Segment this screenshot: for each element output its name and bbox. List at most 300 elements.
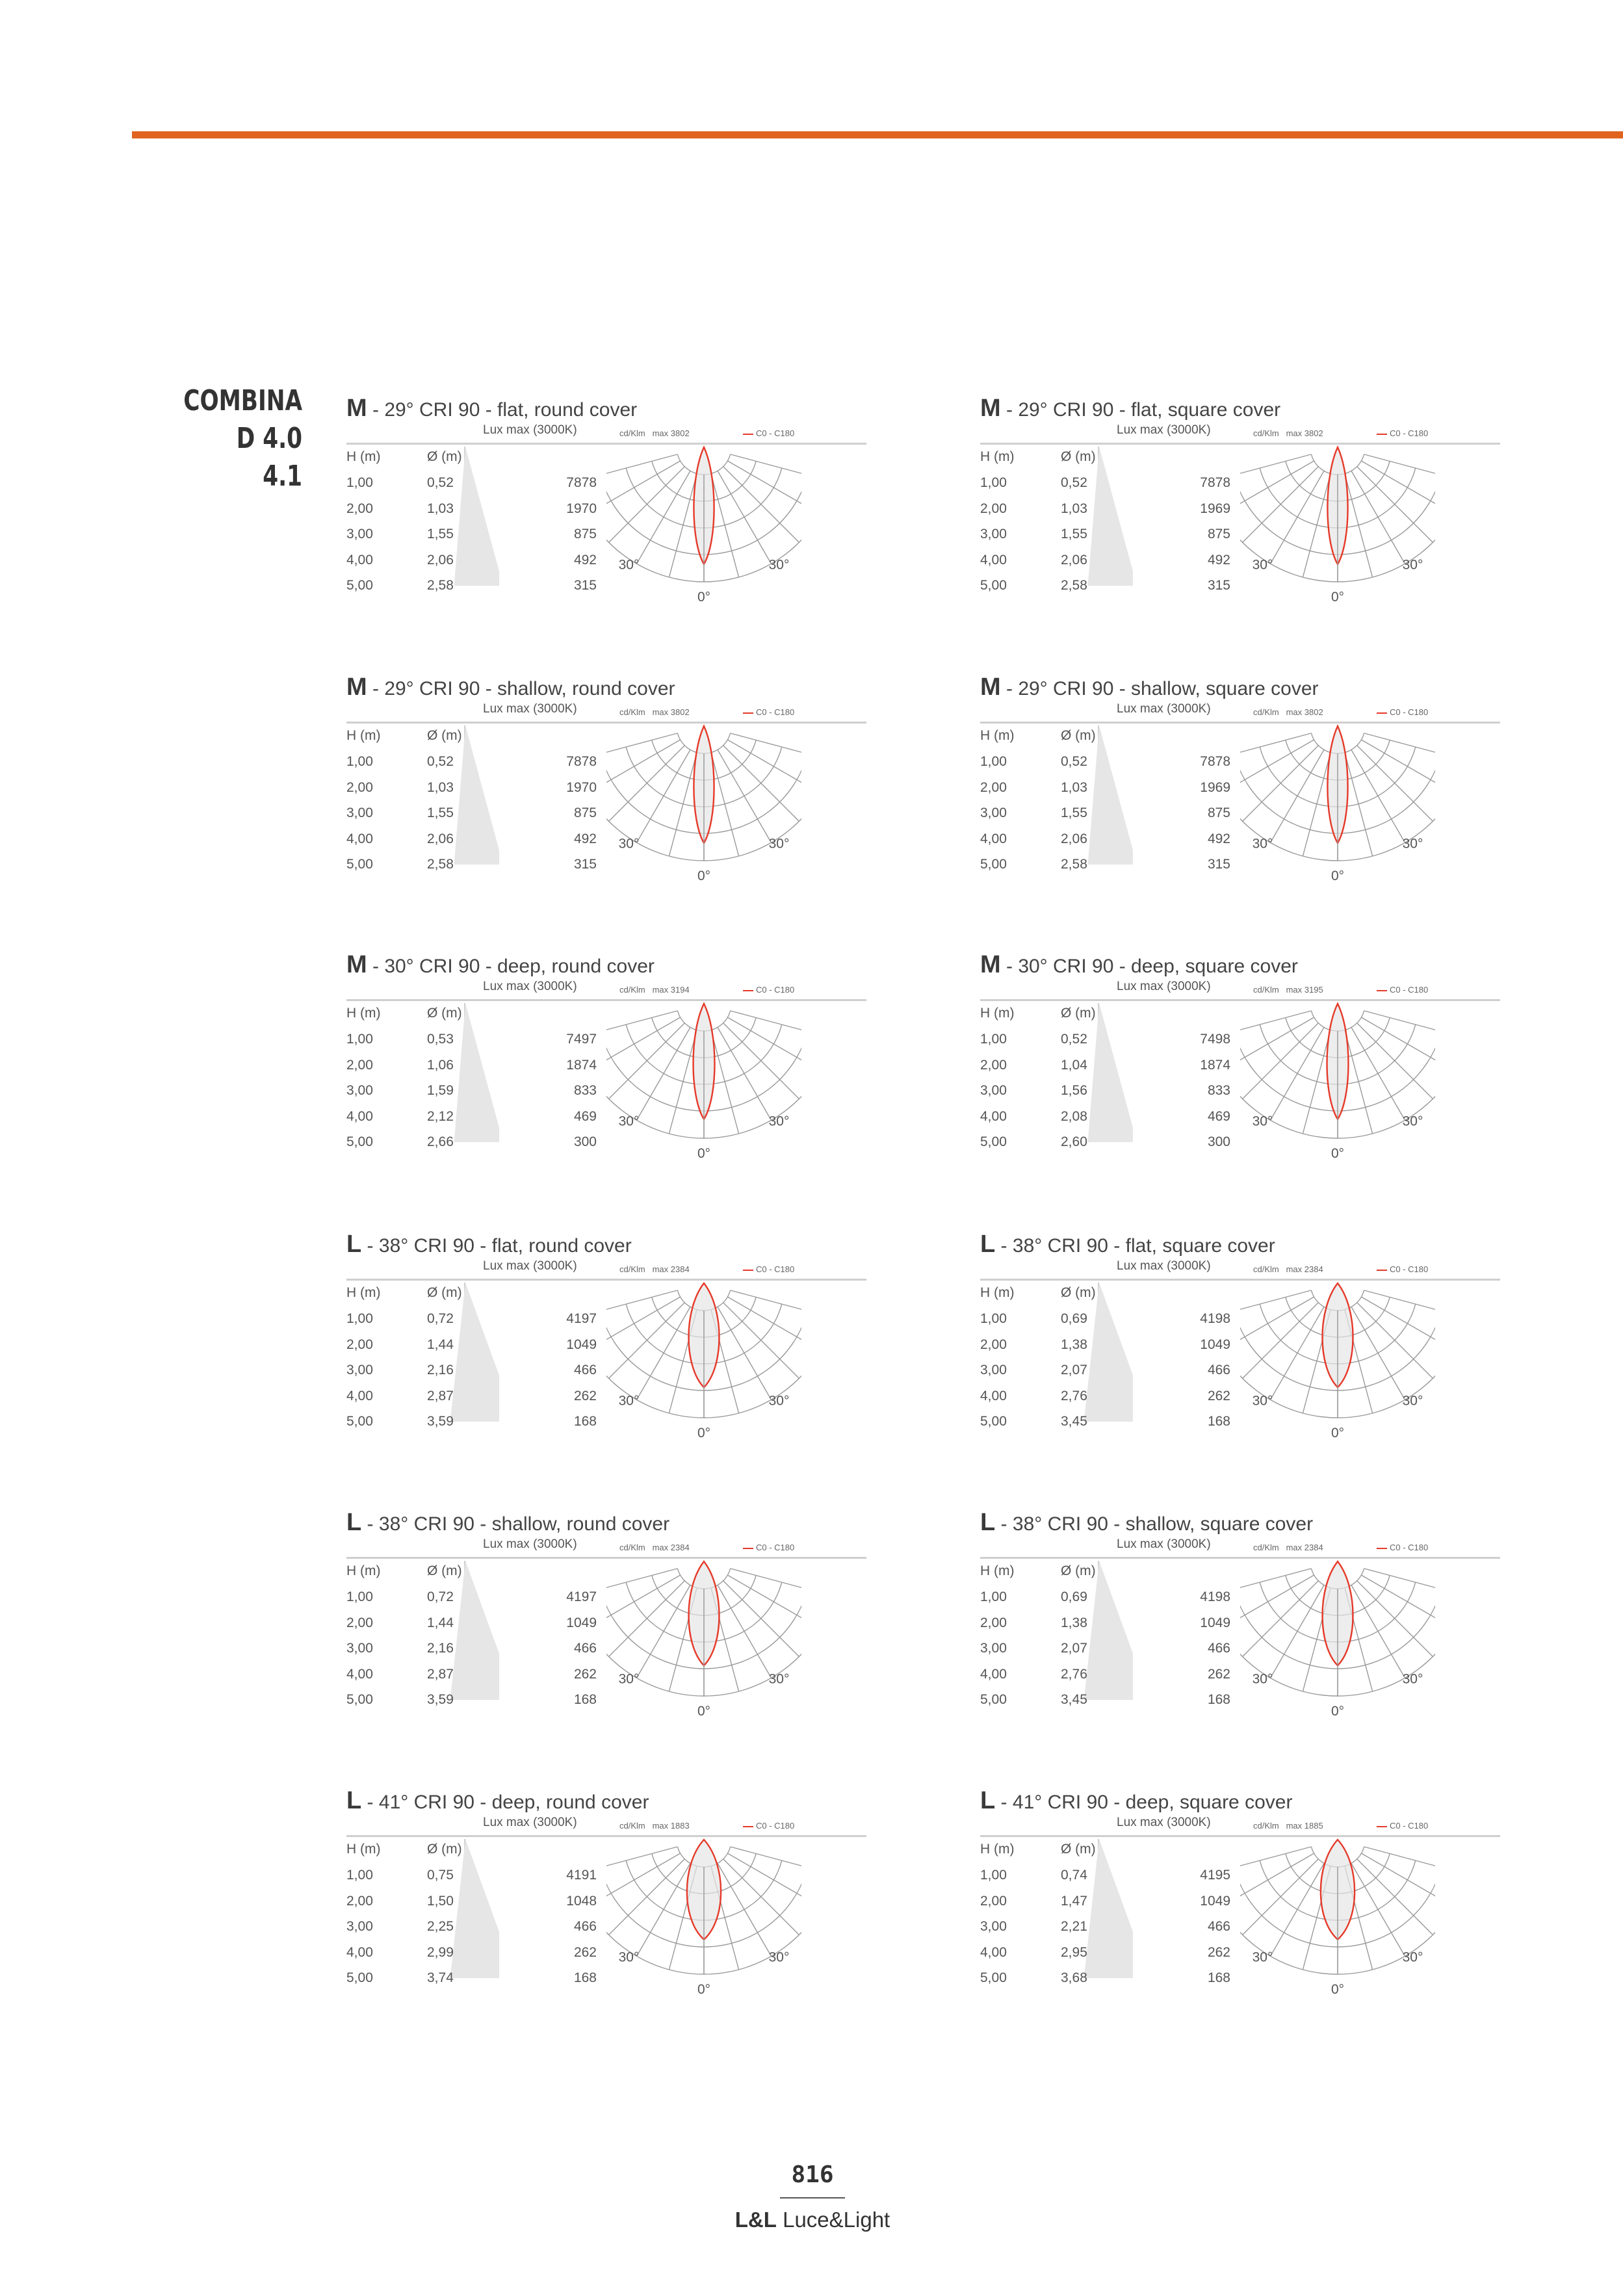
block-subtitle: - 29° CRI 90 - shallow, round cover: [367, 678, 675, 699]
cell-diameter: 2,25: [427, 1919, 454, 1934]
polar-grid-ray: [1243, 1303, 1319, 1379]
cell-height: 3,00: [980, 805, 1007, 820]
cell-height: 3,00: [346, 805, 373, 820]
cell-diameter: 3,45: [1061, 1692, 1087, 1707]
polar-label-right: 30°: [1402, 836, 1423, 852]
curve-legend: [743, 1264, 794, 1274]
table-row: [346, 805, 606, 831]
table-row: [980, 501, 1240, 527]
max-cdklm: max 2384: [652, 1264, 690, 1274]
cell-diameter: 2,60: [1061, 1134, 1087, 1149]
cell-height: 1,00: [346, 475, 373, 490]
table-header-row: [980, 728, 1240, 754]
cell-height: 5,00: [980, 1414, 1007, 1429]
product-title-line2: 4.1: [263, 460, 302, 493]
table-row: [980, 1667, 1240, 1693]
curve-legend-label: C0 - C180: [1390, 707, 1429, 717]
polar-grid-ray: [711, 753, 739, 856]
polar-label-left: 30°: [1252, 557, 1273, 573]
photometric-block: [346, 1787, 866, 2034]
polar-grid-ray: [1271, 1585, 1325, 1678]
col-height-header: H (m): [346, 449, 381, 464]
polar-grid-ray: [637, 750, 691, 842]
polar-label-left: 30°: [1252, 836, 1273, 852]
lux-max-header: Lux max (3000K): [1117, 423, 1211, 437]
cd-klm-label: [619, 1821, 690, 1831]
cell-lux: 262: [1207, 1389, 1230, 1403]
table-row: [346, 1134, 606, 1160]
polar-grid-ray: [637, 471, 691, 564]
block-subtitle: - 41° CRI 90 - deep, square cover: [995, 1792, 1293, 1813]
block-subtitle: - 38° CRI 90 - flat, round cover: [361, 1235, 632, 1257]
polar-diagram: [1240, 1280, 1435, 1442]
cell-lux: 466: [1207, 1641, 1230, 1656]
polar-grid-ray: [609, 1023, 685, 1099]
model-letter: L: [980, 1509, 996, 1536]
cdklm-unit: cd/Klm: [619, 428, 645, 438]
cell-diameter: 2,99: [427, 1945, 454, 1960]
col-diameter-header: Ø (m): [427, 1006, 462, 1021]
table-row: [980, 1692, 1240, 1718]
table-row: [346, 1692, 606, 1718]
polar-diagram: [1240, 1836, 1435, 1999]
cell-height: 3,00: [980, 1919, 1007, 1934]
cd-klm-label: [1253, 1543, 1323, 1552]
polar-grid-ray: [1351, 1027, 1405, 1120]
polar-grid-ray: [1351, 471, 1405, 564]
table-row: [346, 1389, 606, 1415]
cell-diameter: 2,76: [1061, 1389, 1087, 1403]
lux-max-header: Lux max (3000K): [483, 980, 577, 993]
model-letter: M: [980, 395, 1001, 422]
polar-grid-ray: [711, 474, 739, 577]
table-row: [980, 1032, 1240, 1058]
polar-diagram: [1240, 444, 1435, 607]
cell-height: 5,00: [346, 1134, 373, 1149]
polar-grid-ray: [637, 1027, 691, 1120]
cell-height: 3,00: [346, 527, 373, 541]
cell-lux: 1874: [1200, 1058, 1230, 1073]
curve-legend: [1377, 707, 1428, 717]
photometric-block: [346, 673, 866, 920]
table-row: [346, 527, 606, 553]
lux-max-header: Lux max (3000K): [483, 1816, 577, 1829]
cell-height: 5,00: [980, 857, 1007, 872]
polar-label-bottom: 0°: [697, 1704, 711, 1719]
curve-legend-swatch: [743, 712, 753, 714]
polar-diagram-wrap: [606, 1836, 801, 2002]
polar-grid-ray: [1243, 1581, 1319, 1657]
table-row: [346, 1109, 606, 1135]
cell-lux: 1049: [566, 1615, 597, 1630]
cell-height: 3,00: [980, 1641, 1007, 1656]
block-subtitle: - 29° CRI 90 - flat, round cover: [367, 399, 638, 421]
table-row: [980, 1109, 1240, 1135]
cell-lux: 492: [1207, 831, 1230, 846]
cell-height: 1,00: [980, 754, 1007, 769]
cell-lux: 492: [1207, 553, 1230, 567]
photometric-block: [980, 951, 1500, 1198]
max-cdklm: max 2384: [1286, 1543, 1323, 1552]
max-cdklm: max 1883: [652, 1821, 690, 1831]
block-title: [346, 395, 637, 423]
lux-max-header: Lux max (3000K): [1117, 980, 1211, 993]
polar-grid-ray: [669, 474, 697, 577]
cell-height: 2,00: [980, 1894, 1007, 1909]
table-row: [346, 1083, 606, 1109]
cdklm-unit: cd/Klm: [1253, 985, 1279, 995]
col-diameter-header: Ø (m): [427, 1563, 462, 1578]
table-row: [346, 1919, 606, 1945]
table-row: [346, 754, 606, 780]
polar-label-left: 30°: [618, 1114, 640, 1129]
cell-height: 1,00: [346, 1868, 373, 1883]
polar-grid-ray: [637, 1863, 691, 1956]
polar-grid-ray: [1243, 467, 1319, 543]
table-row: [980, 475, 1240, 501]
cell-diameter: 0,52: [427, 754, 454, 769]
cell-lux: 833: [1207, 1083, 1230, 1098]
cell-diameter: 1,44: [427, 1615, 454, 1630]
cell-lux: 262: [573, 1667, 597, 1682]
table-row: [346, 1032, 606, 1058]
cell-lux: 7878: [566, 475, 597, 490]
polar-grid-ray: [1271, 1863, 1325, 1956]
block-subtitle: - 29° CRI 90 - shallow, square cover: [1000, 678, 1319, 699]
cdklm-unit: cd/Klm: [619, 1543, 645, 1552]
block-title: [980, 1509, 1313, 1537]
polar-grid-ray: [1271, 750, 1325, 842]
cell-diameter: 3,68: [1061, 1970, 1087, 1985]
cell-diameter: 2,06: [427, 553, 454, 567]
polar-grid-ray: [723, 746, 799, 822]
polar-grid-ray: [718, 1585, 772, 1678]
curve-legend: [1377, 985, 1428, 995]
polar-grid-ray: [609, 1581, 685, 1657]
polar-grid-ray: [1271, 1307, 1325, 1400]
curve-legend-label: C0 - C180: [756, 1264, 795, 1274]
table-row: [980, 857, 1240, 883]
table-row: [980, 1919, 1240, 1945]
model-letter: M: [346, 395, 367, 422]
polar-grid-ray: [669, 753, 697, 856]
table-row: [980, 578, 1240, 604]
cell-lux: 492: [573, 553, 597, 567]
table-row: [346, 1311, 606, 1337]
cell-lux: 262: [1207, 1945, 1230, 1960]
polar-label-bottom: 0°: [1331, 1146, 1345, 1161]
table-row: [980, 1389, 1240, 1415]
table-row: [980, 1589, 1240, 1615]
cell-lux: 492: [573, 831, 597, 846]
model-letter: L: [346, 1509, 362, 1536]
table-header-row: [980, 1006, 1240, 1032]
cell-diameter: 2,16: [427, 1363, 454, 1377]
col-height-header: H (m): [980, 1563, 1015, 1578]
cell-height: 5,00: [980, 1692, 1007, 1707]
cell-lux: 875: [1207, 527, 1230, 541]
cell-height: 3,00: [346, 1641, 373, 1656]
curve-legend: [743, 1821, 794, 1831]
cell-lux: 466: [1207, 1919, 1230, 1934]
cell-lux: 168: [573, 1414, 597, 1429]
cell-lux: 315: [573, 857, 597, 872]
table-row: [346, 1945, 606, 1971]
cd-klm-label: [619, 985, 690, 995]
cell-diameter: 3,45: [1061, 1414, 1087, 1429]
polar-label-left: 30°: [1252, 1950, 1273, 1965]
table-row: [346, 831, 606, 857]
table-row: [980, 1414, 1240, 1440]
cell-height: 5,00: [346, 1692, 373, 1707]
cd-klm-label: [1253, 985, 1323, 995]
cdklm-unit: cd/Klm: [1253, 1821, 1279, 1831]
block-title: [346, 673, 675, 701]
cell-height: 4,00: [980, 1389, 1007, 1403]
cell-lux: 466: [1207, 1363, 1230, 1377]
polar-grid-ray: [637, 1307, 691, 1400]
polar-grid-ray: [718, 750, 772, 842]
max-cdklm: max 2384: [1286, 1264, 1323, 1274]
col-height-header: H (m): [346, 1842, 381, 1857]
col-height-header: H (m): [980, 1842, 1015, 1857]
cell-height: 2,00: [346, 501, 373, 516]
polar-diagram-wrap: [606, 723, 801, 889]
max-cdklm: max 3802: [652, 707, 690, 717]
curve-legend: [743, 985, 794, 995]
table-header-row: [346, 728, 606, 754]
polar-label-bottom: 0°: [1331, 1982, 1345, 1997]
polar-grid-ray: [1345, 474, 1373, 577]
polar-label-bottom: 0°: [697, 1982, 711, 1997]
cell-height: 2,00: [346, 1615, 373, 1630]
cell-diameter: 0,75: [427, 1868, 454, 1883]
cdklm-unit: cd/Klm: [619, 985, 645, 995]
polar-grid-ray: [723, 467, 799, 543]
cell-diameter: 1,38: [1061, 1615, 1087, 1630]
curve-legend-swatch: [1377, 1270, 1387, 1271]
curve-legend-label: C0 - C180: [756, 1543, 795, 1552]
cell-height: 1,00: [346, 754, 373, 769]
cell-height: 1,00: [980, 1032, 1007, 1047]
curve-legend-swatch: [1377, 1548, 1387, 1549]
lux-max-header: Lux max (3000K): [1117, 1537, 1211, 1551]
cdklm-unit: cd/Klm: [619, 1821, 645, 1831]
cell-lux: 466: [573, 1363, 597, 1377]
cell-lux: 466: [573, 1641, 597, 1656]
cell-height: 5,00: [346, 1970, 373, 1985]
product-title: [168, 382, 302, 495]
cell-diameter: 2,58: [1061, 857, 1087, 872]
curve-legend-swatch: [1377, 434, 1387, 435]
cell-diameter: 1,47: [1061, 1894, 1087, 1909]
max-cdklm: max 3802: [1286, 428, 1323, 438]
polar-grid-ray: [723, 1581, 799, 1657]
table-row: [980, 1641, 1240, 1667]
cell-diameter: 1,03: [427, 501, 454, 516]
polar-diagram-wrap: [1240, 1280, 1435, 1446]
polar-label-right: 30°: [768, 836, 790, 852]
cd-klm-label: [1253, 428, 1323, 438]
lux-max-header: Lux max (3000K): [483, 423, 577, 437]
polar-diagram-wrap: [606, 1280, 801, 1446]
polar-grid-ray: [1271, 1027, 1325, 1120]
cell-diameter: 2,76: [1061, 1667, 1087, 1682]
col-diameter-header: Ø (m): [1061, 1285, 1096, 1300]
photometric-block: [346, 1509, 866, 1756]
cell-lux: 1049: [1200, 1894, 1230, 1909]
photometric-block: [346, 395, 866, 642]
table-row: [980, 754, 1240, 780]
polar-grid-ray: [609, 746, 685, 822]
col-height-header: H (m): [346, 1285, 381, 1300]
cell-diameter: 2,16: [427, 1641, 454, 1656]
cell-lux: 4195: [1200, 1868, 1230, 1883]
curve-legend-label: C0 - C180: [756, 428, 795, 438]
cell-height: 4,00: [346, 1945, 373, 1960]
cell-height: 2,00: [346, 1894, 373, 1909]
cell-lux: 7498: [1200, 1032, 1230, 1047]
polar-grid-ray: [1357, 1581, 1433, 1657]
cell-diameter: 0,72: [427, 1589, 454, 1604]
cell-diameter: 0,52: [427, 475, 454, 490]
cell-lux: 1049: [1200, 1615, 1230, 1630]
col-diameter-header: Ø (m): [427, 449, 462, 464]
cell-lux: 4198: [1200, 1311, 1230, 1326]
polar-grid-ray: [718, 1863, 772, 1956]
table-row: [980, 1970, 1240, 1996]
polar-label-right: 30°: [1402, 1114, 1423, 1129]
col-height-header: H (m): [980, 728, 1015, 743]
top-accent-bar: [132, 131, 1623, 138]
block-title: [980, 1787, 1292, 1815]
cell-height: 2,00: [980, 1058, 1007, 1073]
polar-label-left: 30°: [618, 1393, 640, 1409]
cell-lux: 7497: [566, 1032, 597, 1047]
lux-max-header: Lux max (3000K): [1117, 1816, 1211, 1829]
cd-klm-label: [619, 707, 690, 717]
cell-diameter: 3,59: [427, 1692, 454, 1707]
photometric-block: [980, 395, 1500, 642]
table-row: [346, 857, 606, 883]
max-cdklm: max 3802: [652, 428, 690, 438]
cell-diameter: 1,03: [1061, 780, 1087, 795]
cell-lux: 262: [573, 1945, 597, 1960]
cell-diameter: 2,07: [1061, 1641, 1087, 1656]
polar-grid-ray: [718, 1027, 772, 1120]
table-header-row: [346, 1006, 606, 1032]
polar-grid-ray: [1345, 1030, 1373, 1134]
cell-diameter: 2,87: [427, 1389, 454, 1403]
photometric-block: [980, 1231, 1500, 1478]
cell-height: 4,00: [346, 553, 373, 567]
curve-legend-label: C0 - C180: [1390, 985, 1429, 995]
cell-lux: 1970: [566, 501, 597, 516]
cell-height: 1,00: [346, 1311, 373, 1326]
cell-diameter: 3,59: [427, 1414, 454, 1429]
cell-lux: 4198: [1200, 1589, 1230, 1604]
model-letter: M: [346, 673, 367, 701]
cell-height: 5,00: [980, 578, 1007, 593]
cell-lux: 1970: [566, 780, 597, 795]
polar-grid-ray: [1357, 1303, 1433, 1379]
table-row: [346, 1667, 606, 1693]
table-row: [980, 1134, 1240, 1160]
block-subtitle: - 29° CRI 90 - flat, square cover: [1000, 399, 1281, 421]
block-title: [346, 951, 655, 979]
polar-label-bottom: 0°: [697, 1426, 711, 1441]
cell-height: 2,00: [980, 1337, 1007, 1352]
cell-diameter: 1,04: [1061, 1058, 1087, 1073]
cell-height: 4,00: [980, 1667, 1007, 1682]
polar-grid-ray: [1243, 1023, 1319, 1099]
polar-label-bottom: 0°: [1331, 868, 1345, 883]
cell-height: 2,00: [980, 780, 1007, 795]
polar-label-bottom: 0°: [1331, 1426, 1345, 1441]
polar-diagram: [606, 1558, 801, 1721]
block-title: [980, 395, 1280, 423]
cell-lux: 262: [573, 1389, 597, 1403]
cell-diameter: 0,53: [427, 1032, 454, 1047]
cell-height: 1,00: [980, 475, 1007, 490]
cell-height: 2,00: [980, 1615, 1007, 1630]
cdklm-unit: cd/Klm: [1253, 428, 1279, 438]
table-row: [980, 553, 1240, 579]
cell-height: 4,00: [346, 831, 373, 846]
cell-height: 3,00: [980, 527, 1007, 541]
cell-diameter: 2,58: [427, 578, 454, 593]
cell-height: 2,00: [346, 1337, 373, 1352]
cell-lux: 875: [1207, 805, 1230, 820]
polar-label-right: 30°: [768, 1393, 790, 1409]
col-height-header: H (m): [346, 1006, 381, 1021]
polar-grid-ray: [1357, 467, 1433, 543]
table-row: [980, 1083, 1240, 1109]
curve-legend-swatch: [743, 434, 753, 435]
polar-diagram-wrap: [1240, 1558, 1435, 1724]
brand-footer: [682, 2208, 942, 2232]
table-row: [980, 831, 1240, 857]
col-height-header: H (m): [980, 449, 1015, 464]
cell-lux: 315: [1207, 578, 1230, 593]
curve-legend-swatch: [743, 1826, 753, 1827]
polar-label-right: 30°: [1402, 1393, 1423, 1409]
table-row: [346, 475, 606, 501]
table-row: [980, 805, 1240, 831]
table-header-row: [346, 449, 606, 475]
model-letter: L: [346, 1231, 362, 1258]
model-letter: L: [980, 1787, 996, 1814]
col-diameter-header: Ø (m): [427, 728, 462, 743]
table-row: [346, 1337, 606, 1363]
table-row: [346, 780, 606, 806]
model-letter: L: [346, 1787, 362, 1814]
cell-diameter: 0,69: [1061, 1589, 1087, 1604]
cell-lux: 7878: [1200, 754, 1230, 769]
polar-diagram: [606, 1000, 801, 1163]
table-row: [346, 578, 606, 604]
cell-diameter: 0,52: [1061, 754, 1087, 769]
col-height-header: H (m): [346, 728, 381, 743]
lux-max-header: Lux max (3000K): [1117, 702, 1211, 716]
cell-lux: 168: [1207, 1692, 1230, 1707]
cell-lux: 1049: [566, 1337, 597, 1352]
table-header-row: [346, 1563, 606, 1589]
polar-grid-ray: [609, 1859, 685, 1935]
polar-diagram: [606, 723, 801, 885]
cell-diameter: 1,50: [427, 1894, 454, 1909]
polar-grid-ray: [1351, 1863, 1405, 1956]
